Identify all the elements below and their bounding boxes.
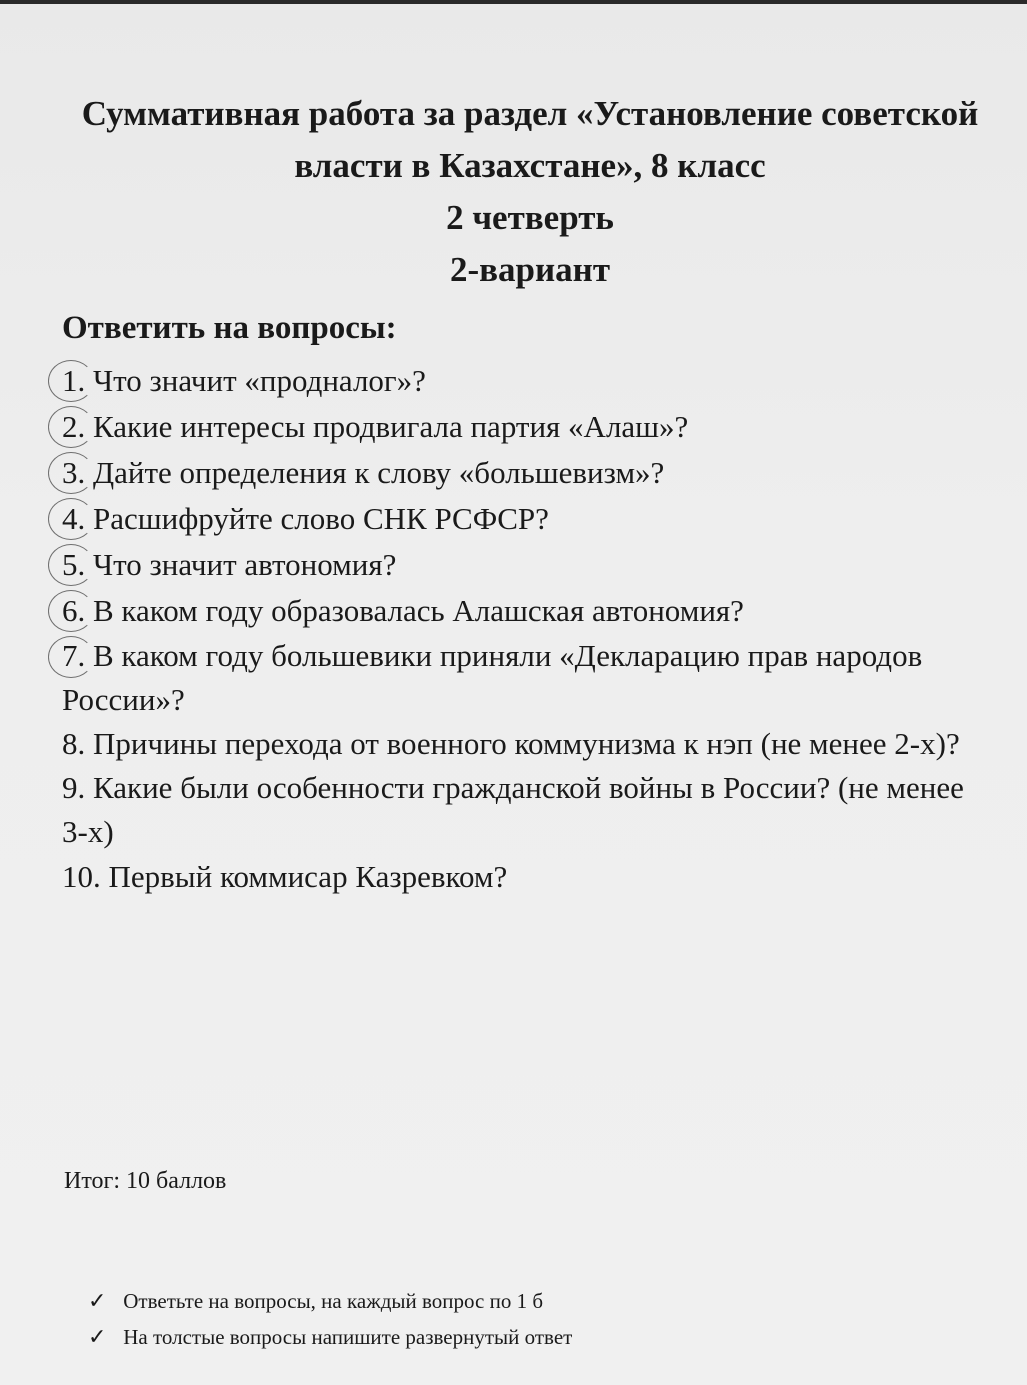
question-item: 9. Какие были особенности гражданской войны в России? (не менее 3-х): [62, 770, 964, 849]
question-item: 4. Расшифруйте слово СНК РСФСР?: [62, 496, 982, 542]
question-item: 10. Первый коммисар Казревком?: [62, 859, 508, 894]
total-score: Итог: 10 баллов: [64, 1168, 227, 1194]
pen-circle-mark: [48, 590, 94, 632]
question-item: 1. Что значит «продналог»?: [62, 358, 982, 404]
note-item: ✓ На толстые вопросы напишите развернутый ответ: [88, 1319, 572, 1355]
quarter-label: 2 четверть: [446, 198, 614, 237]
pen-circle-mark: [48, 360, 94, 402]
page-edge: [0, 0, 1027, 4]
instructions-heading: Ответить на вопросы:: [62, 310, 397, 346]
question-item: 3. Дайте определения к слову «большевизм»?: [62, 450, 982, 496]
document-title: [40, 88, 1020, 296]
title-line-2: власти в Казахстане», 8 класс: [294, 146, 766, 185]
note-item: ✓ Ответьте на вопросы, на каждый вопрос по 1 б: [88, 1283, 572, 1319]
variant-label: 2-вариант: [449, 250, 611, 289]
pen-circle-mark: [48, 452, 94, 494]
question-item: 5. Что значит автономия?: [62, 542, 982, 588]
pen-circle-mark: [48, 544, 94, 586]
pen-circle-mark: [48, 636, 94, 678]
checkmark-icon: ✓: [88, 1324, 107, 1349]
question-item: 6. В каком году образовалась Алашская автономия?: [62, 588, 982, 634]
question-item: 7. В каком году большевики приняли «Декларацию прав народов России»?: [62, 634, 982, 722]
question-item: 8. Причины перехода от военного коммунизма к нэп (не менее 2-х)?: [62, 726, 960, 761]
question-list: [62, 358, 982, 900]
pen-circle-mark: [48, 406, 94, 448]
pen-circle-mark: [48, 498, 94, 540]
title-line-1: Суммативная работа за раздел «Установление советской: [81, 94, 979, 133]
grading-notes: [88, 1283, 572, 1355]
checkmark-icon: ✓: [88, 1288, 107, 1313]
question-item: 2. Какие интересы продвигала партия «Алаш»?: [62, 404, 982, 450]
